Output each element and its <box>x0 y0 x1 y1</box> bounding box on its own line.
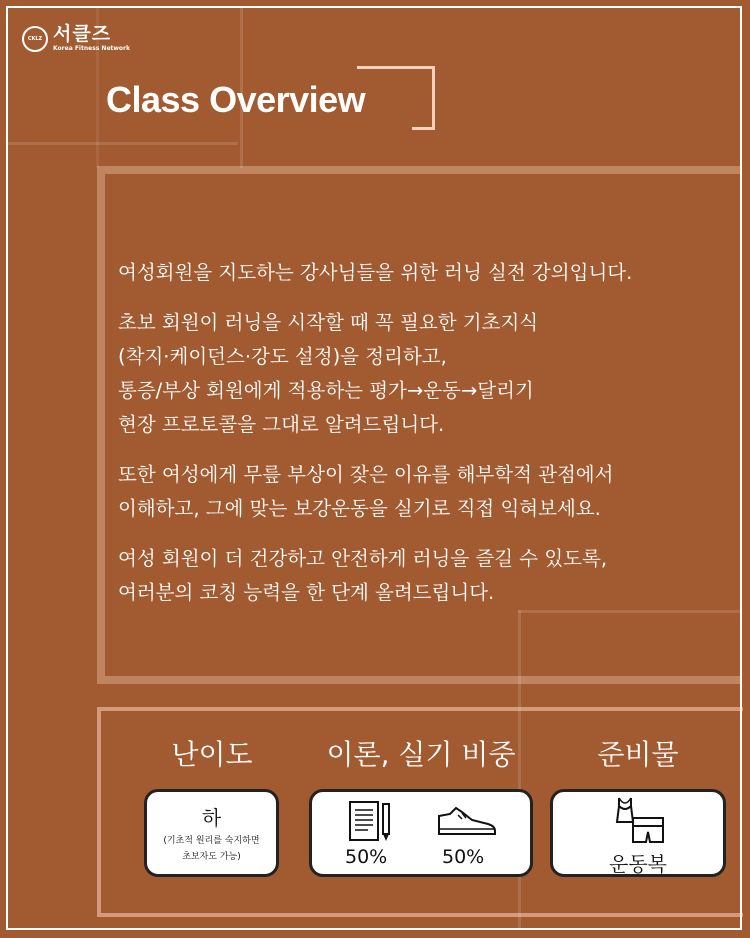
overview-text <box>118 256 728 626</box>
supplies-item: 운동복 <box>609 852 667 876</box>
logo-text <box>53 25 130 52</box>
decorative-line <box>8 142 238 145</box>
practice-percent: 50% <box>442 846 485 868</box>
brand-logo <box>22 25 130 52</box>
difficulty-level: 하 <box>201 806 222 830</box>
overview-paragraph: 또한 여성에게 무릎 부상이 잦은 이유를 해부학적 관점에서 이해하고, 그에 맞는 보강운동을 실기로 직접 익혀보세요. <box>118 463 614 520</box>
logo-mark-text: CKLZ <box>27 35 43 42</box>
title-bracket-foot <box>412 127 435 130</box>
difficulty-card <box>144 789 279 877</box>
running-shoe-icon <box>436 806 498 840</box>
page-title: Class Overview <box>106 79 366 120</box>
logo-subtitle: Korea Fitness Network <box>53 45 131 52</box>
title-block <box>106 79 365 121</box>
overview-paragraph: 여성 회원이 더 건강하고 안전하게 러닝을 즐길 수 있도록, 여러분의 코칭 능력을 한 단계 올려드립니다. <box>118 547 608 604</box>
theory-percent: 50% <box>345 846 388 868</box>
document-pen-icon <box>348 800 396 844</box>
logo-mark-icon <box>22 26 48 52</box>
supplies-heading: 준비물 <box>597 738 679 771</box>
overview-paragraph: 여성회원을 지도하는 강사님들을 위한 러닝 실전 강의입니다. <box>118 261 633 284</box>
overview-paragraph: 초보 회원이 러닝을 시작할 때 꼭 필요한 기초지식 (착지·케이던스·강도 설정)을 정리하고, 통증/부상 회원에게 적용하는 평가→운동→달리기 현장 프로토콜을 그대로 알려드립니다. <box>118 311 539 436</box>
title-bracket <box>357 66 435 130</box>
sportswear-icon <box>611 796 669 844</box>
difficulty-heading: 난이도 <box>171 738 253 771</box>
supplies-card <box>550 789 726 877</box>
difficulty-note: (기초적 원리를 숙지하면 초보자도 가능) <box>163 836 260 862</box>
ratio-heading: 이론, 실기 비중 <box>326 738 516 771</box>
logo-name: 서클즈 <box>53 23 112 45</box>
ratio-card <box>309 789 533 877</box>
